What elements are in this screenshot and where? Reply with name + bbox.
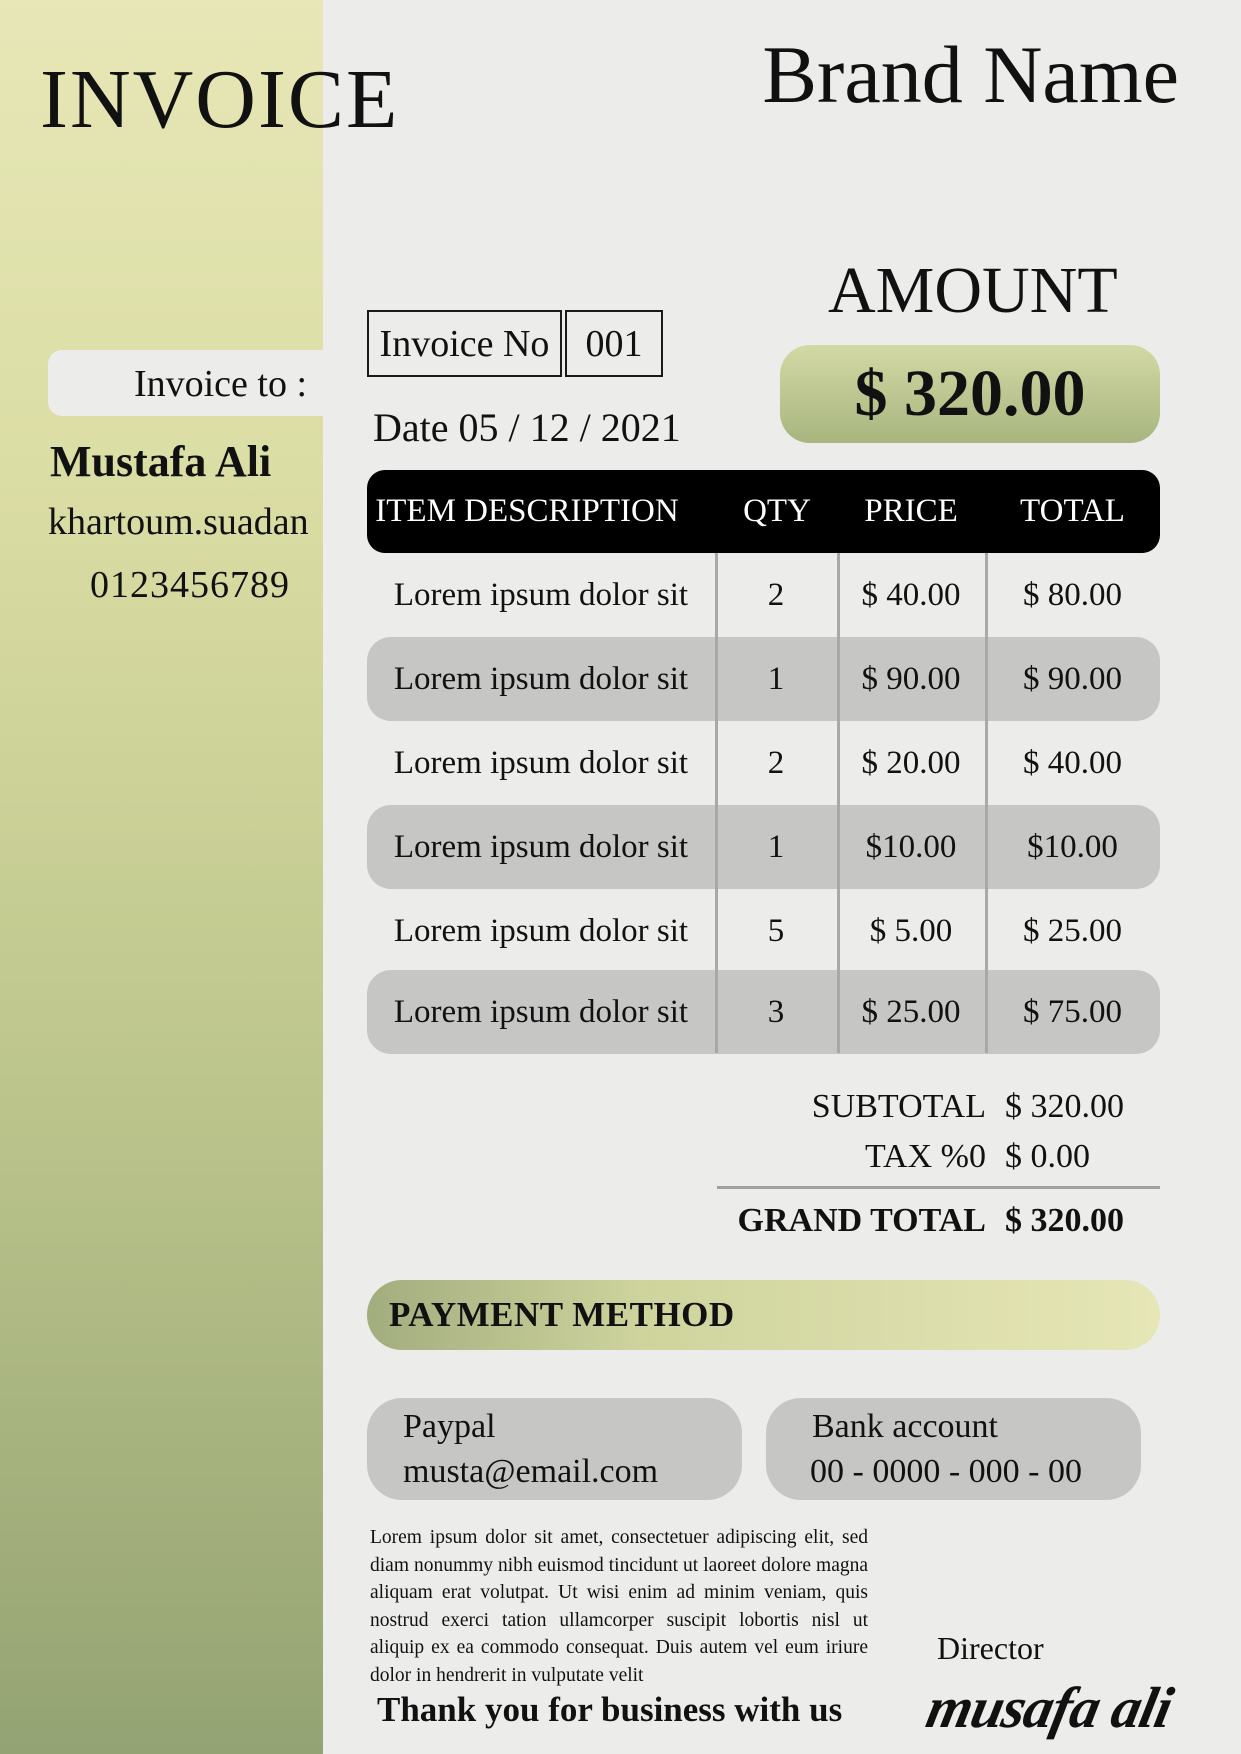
terms-text: Lorem ipsum dolor sit amet, consectetuer adipiscing elit, sed diam nonummy nibh euismod tincidunt ut laoreet dolore magna aliquam erat volutpat. Ut wisi enim ad minim veniam, quis nostrud exerci tation ullamcorper suscipit lobortis nisl ut aliquip ex ea commodo consequat. Duis autem vel eum iriure dolor in hendrerit in vulputate velit: [370, 1527, 868, 1686]
header-qty: QTY: [743, 493, 811, 529]
row-description: Lorem ipsum dolor sit: [393, 745, 689, 781]
paypal-label: Paypal: [403, 1408, 496, 1445]
client-phone: 0123456789: [90, 564, 290, 606]
table-row: [367, 637, 1160, 721]
brand-name: Brand Name: [762, 29, 1179, 120]
table-row: [367, 553, 1160, 637]
invoice-to-pill: [48, 350, 323, 416]
table-row: [367, 970, 1160, 1054]
table-header: [367, 470, 1160, 553]
row-price: $ 90.00: [861, 661, 961, 697]
client-address: khartoum.suadan: [48, 501, 309, 543]
director-label: Director: [937, 1630, 1044, 1666]
row-price: $ 20.00: [861, 745, 961, 781]
row-price: $ 25.00: [861, 994, 961, 1030]
thank-you-note: Thank you for business with us: [377, 1690, 843, 1729]
column-divider: [985, 553, 988, 1053]
row-qty: 1: [767, 829, 785, 865]
row-total: $ 25.00: [1023, 913, 1122, 949]
row-description: Lorem ipsum dolor sit: [393, 577, 689, 613]
row-total: $ 75.00: [1023, 994, 1122, 1030]
bank-card: [766, 1398, 1141, 1500]
grand-total-value: $ 320.00: [1005, 1202, 1124, 1239]
header-total: TOTAL: [1020, 493, 1125, 529]
row-total: $ 90.00: [1023, 661, 1122, 697]
amount-label: AMOUNT: [828, 254, 1118, 327]
client-name: Mustafa Ali: [50, 437, 272, 486]
row-price: $ 5.00: [869, 913, 953, 949]
bank-account-number: 00 - 0000 - 000 - 00: [810, 1453, 1082, 1490]
row-qty: 1: [767, 661, 785, 697]
column-divider: [837, 553, 840, 1053]
subtotal-label: SUBTOTAL: [811, 1088, 986, 1125]
sidebar-background: [0, 0, 323, 1754]
header-item-description: ITEM DESCRIPTION: [375, 493, 679, 529]
invoice-to-label: Invoice to :: [133, 363, 307, 405]
row-price: $10.00: [865, 829, 957, 865]
row-qty: 3: [767, 994, 785, 1030]
row-price: $ 40.00: [861, 577, 961, 613]
table-row: [367, 889, 1160, 973]
row-total: $10.00: [1027, 829, 1118, 865]
payment-method-bar: [367, 1280, 1160, 1350]
row-total: $ 80.00: [1023, 577, 1122, 613]
director-signature: musafa ali: [921, 1675, 1178, 1740]
bank-label: Bank account: [812, 1408, 998, 1445]
invoice-number-label: Invoice No: [367, 310, 562, 377]
row-description: Lorem ipsum dolor sit: [393, 661, 689, 697]
table-row: [367, 721, 1160, 805]
row-qty: 2: [767, 745, 785, 781]
invoice-date: Date 05 / 12 / 2021: [373, 405, 681, 450]
row-description: Lorem ipsum dolor sit: [393, 994, 689, 1030]
column-divider: [715, 553, 718, 1053]
amount-value: $ 320.00: [780, 345, 1160, 443]
table-row: [367, 805, 1160, 889]
header-price: PRICE: [864, 493, 958, 529]
grand-total-label: GRAND TOTAL: [737, 1202, 986, 1239]
payment-method-title: PAYMENT METHOD: [389, 1295, 735, 1334]
summary-divider: [717, 1186, 1160, 1189]
tax-label: TAX %0: [865, 1138, 986, 1175]
paypal-email: musta@email.com: [403, 1453, 659, 1490]
subtotal-value: $ 320.00: [1005, 1088, 1124, 1125]
tax-value: $ 0.00: [1005, 1138, 1090, 1175]
row-total: $ 40.00: [1023, 745, 1122, 781]
row-qty: 2: [767, 577, 785, 613]
invoice-title: INVOICE: [40, 53, 400, 146]
row-description: Lorem ipsum dolor sit: [393, 913, 689, 949]
invoice-number: 001: [565, 310, 663, 377]
paypal-card: [367, 1398, 742, 1500]
row-description: Lorem ipsum dolor sit: [393, 829, 689, 865]
row-qty: 5: [767, 913, 785, 949]
